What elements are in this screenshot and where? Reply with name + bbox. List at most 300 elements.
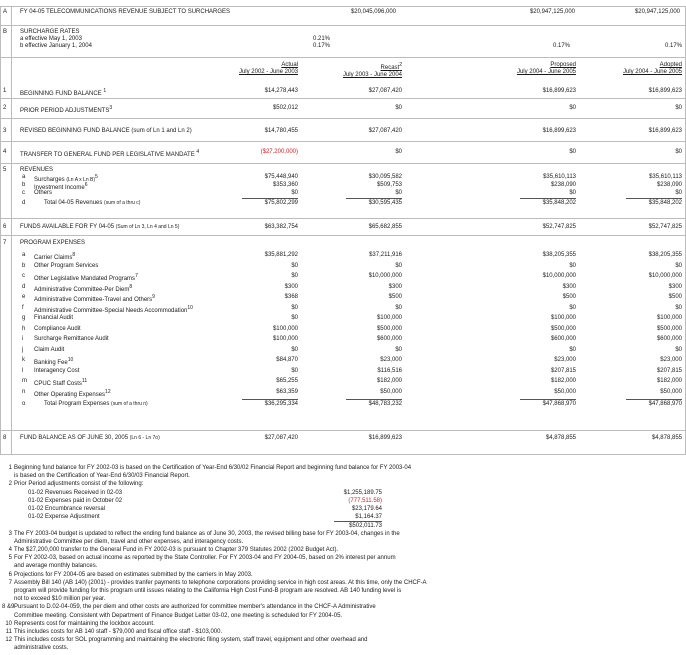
expenses-item <box>0 400 686 409</box>
row-number: 6 <box>3 224 7 230</box>
expenses-item <box>0 293 686 302</box>
value-proposed: $0 <box>569 149 576 155</box>
footnote-text: and average monthly balances. <box>14 563 98 570</box>
footnote-ref: 1 <box>103 88 107 94</box>
value-adopted: $16,899,623 <box>648 88 682 94</box>
footnote-line <box>14 612 674 620</box>
expenses-item <box>0 377 686 386</box>
item-letter: i <box>22 336 24 342</box>
footnote-line <box>8 571 674 579</box>
item-letter: m <box>22 378 27 384</box>
total-rule <box>346 198 402 199</box>
row-number: 4 <box>3 149 7 155</box>
item-label: Surcharges <box>34 177 65 183</box>
row-label: FUND BALANCE AS OF JUNE 30, 2005 <box>20 435 129 441</box>
footnote-text: The $27,200,000 transfer to the General Fund in FY 2002-03 is pursuant to Chapter 379 Statutes 2002 (2002 Budget Act). <box>14 547 339 553</box>
value-proposed: $20,947,125,000 <box>529 9 575 15</box>
footnote-text: 01-02 Encumbrance reversal <box>28 506 106 512</box>
row-label-wrap <box>20 104 112 116</box>
footnote-amount: $502,011.73 <box>334 521 382 530</box>
header-actual <box>212 62 298 76</box>
footnote-text: Projections for FY 2004-05 are based on estimates submitted by the carriers in May 2003. <box>14 571 253 578</box>
item-letter: c <box>22 190 25 196</box>
value-adopted: $100,000 <box>656 315 682 321</box>
row-number: 5 <box>3 167 7 173</box>
footnote-number: 4 <box>8 547 12 553</box>
value-recast: $182,000 <box>376 378 402 384</box>
footnote-ref: 7 <box>135 273 138 279</box>
footnote-ref: 3 <box>109 105 113 111</box>
footnote-text: Beginning fund balance for FY 2002-03 is based on the Certification of Year-End 6/30/02 Financial Report and beginning fund balance for FY 2003-04 <box>14 465 412 471</box>
value-actual: $36,295,334 <box>264 401 298 407</box>
value-actual: $0 <box>291 367 298 374</box>
value-rate: 0.17% <box>552 43 570 49</box>
row-letter: B <box>3 29 8 35</box>
item-label-wrap <box>34 325 81 334</box>
value-actual: $0 <box>291 346 298 353</box>
grid-line <box>0 25 686 26</box>
row-label: FY 04-05 TELECOMMUNICATIONS REVENUE SUBJECT TO SURCHARGES <box>20 9 231 15</box>
footnote-number: 11 <box>5 629 12 635</box>
row-note: (Ln 6 - Ln 7o) <box>129 435 160 441</box>
header-period: July 2004 - June 2005 <box>622 69 682 75</box>
value-actual: $84,870 <box>276 357 298 363</box>
value-proposed: $0 <box>569 105 576 111</box>
row-number: 8 <box>3 435 7 441</box>
footnote-text: Represents cost for maintaining the lockbox account. <box>14 620 155 627</box>
total-rule <box>626 399 682 400</box>
expenses-item <box>0 388 686 397</box>
value-adopted: $0 <box>675 149 682 155</box>
value-actual: $27,087,420 <box>264 435 298 441</box>
grid-line <box>0 218 686 219</box>
header-period: July 2002 - June 2003 <box>238 69 298 75</box>
footnote-text: The FY 2003-04 budget is updated to reflect the ending fund balance as of June 30, 2003, the revised billing base for FY 2003-04, changes in the <box>14 530 400 537</box>
item-label: Other Program Services <box>34 262 99 269</box>
footnote-ref: 10 <box>67 357 74 363</box>
grid-line <box>0 454 686 455</box>
header-adopted <box>596 62 682 76</box>
value-actual: $0 <box>291 190 298 196</box>
row-expenses-header <box>0 239 686 248</box>
grid-line <box>0 57 686 58</box>
item-label: Total Program Expenses <box>44 401 110 407</box>
item-label: Administrative Committee-Travel and Others <box>34 297 153 303</box>
value-adopted: $238,090 <box>656 182 682 188</box>
footnote-ref: 8 <box>129 283 133 290</box>
item-label-wrap <box>34 189 52 198</box>
value-adopted: $50,000 <box>660 388 682 395</box>
expenses-item <box>0 304 686 313</box>
grid-line <box>0 163 686 164</box>
value-proposed: $52,747,825 <box>542 224 576 230</box>
row-transfer-general-fund <box>0 148 686 157</box>
value-actual: ($27,200,000) <box>260 149 298 155</box>
footnote-text: is based on the Certification of Year-End 6/30/03 Financial Report. <box>14 473 190 480</box>
footnote-line <box>14 505 674 513</box>
footnote-ref: 11 <box>81 378 88 384</box>
value-actual: $63,359 <box>276 388 298 395</box>
row-label-wrap <box>20 223 179 232</box>
value-recast: $27,087,420 <box>368 88 402 94</box>
value-proposed: $50,000 <box>554 388 576 395</box>
row-beginning-balance <box>0 87 686 96</box>
item-label-wrap <box>34 388 111 400</box>
value-rate: 0.17% <box>312 43 330 49</box>
total-rule <box>626 198 682 199</box>
value-proposed: $47,868,970 <box>542 401 576 407</box>
row-label: BEGINNING FUND BALANCE <box>20 91 102 97</box>
item-label: Compliance Audit <box>34 325 81 332</box>
value-recast: $600,000 <box>376 336 402 342</box>
row-number: 3 <box>3 128 7 134</box>
expenses-item <box>0 251 686 260</box>
value-adopted: $35,848,202 <box>648 200 682 206</box>
row-ending-balance <box>0 434 686 443</box>
value-recast: $37,211,916 <box>369 252 402 258</box>
item-letter: k <box>22 357 25 363</box>
footnote-text: Administrative Committee per diem, travel and other expenses, and interagency costs. <box>14 538 244 545</box>
value-proposed: $0 <box>569 346 576 353</box>
value-proposed: $16,899,623 <box>542 128 576 134</box>
item-label: Other Operating Expenses <box>34 391 106 398</box>
value-recast: $0 <box>395 105 402 111</box>
footnote-text: not to exceed $10 million per year. <box>14 596 106 603</box>
total-rule <box>242 399 298 400</box>
footnote-text: program will provide funding for this program until issues relating to the California High Cost Fund-B program are resolved. AB 140 funding level is <box>14 588 402 594</box>
value-proposed: $0 <box>569 190 576 196</box>
footnote-line <box>8 464 674 472</box>
footnote-text: Assembly Bill 140 (AB 140) (2001) - provides tranfer payments to telephone corporations providing service in high cost areas. At this time, only the CHCF-A <box>14 579 427 586</box>
value-proposed: $4,878,855 <box>545 435 576 441</box>
value-actual: $14,278,443 <box>264 88 298 94</box>
value-proposed: $16,899,623 <box>542 88 576 94</box>
footnote-ref: 10 <box>187 304 193 311</box>
footnote-text: administrative costs. <box>14 645 69 652</box>
value-actual: $0 <box>291 262 298 269</box>
header-period: July 2003 - June 2004 <box>342 72 402 78</box>
footnote-text: Pursuant to D.02-04-059, the per diem and other costs are authorized for committee member's attendance in the CHCF-A Administrative <box>14 604 376 611</box>
item-label: Other Legislative Mandated Programs <box>34 276 136 282</box>
footnote-ref: 12 <box>105 388 111 395</box>
value-actual: $65,255 <box>276 378 298 384</box>
row-rate-b <box>0 42 686 51</box>
footnote-text: 01-02 Revenues Received in 02-03 <box>28 489 123 496</box>
item-label: Financial Audit <box>34 315 74 321</box>
footnote-text: Prior Period adjustments consist of the following: <box>14 481 144 488</box>
item-note: (sum of a thru n) <box>111 401 148 407</box>
value-adopted: $47,868,970 <box>648 401 682 407</box>
value-recast: $20,045,096,000 <box>350 9 396 15</box>
item-label-wrap <box>34 346 64 355</box>
footnote-amount: $1,255,189.75 <box>343 489 382 496</box>
value-adopted: $0 <box>675 304 682 311</box>
item-letter: d <box>22 283 26 290</box>
footnote-amount: (777,511.58) <box>348 497 382 504</box>
value-proposed: $300 <box>562 283 576 290</box>
footnote-line <box>2 603 674 611</box>
value-adopted: $182,000 <box>656 378 682 384</box>
value-recast: $0 <box>395 149 402 155</box>
grid-line <box>0 6 686 7</box>
expenses-item <box>0 346 686 355</box>
row-label-wrap <box>20 434 160 443</box>
value-proposed: $23,000 <box>554 357 576 363</box>
value-proposed: $600,000 <box>550 336 576 342</box>
header-recast <box>316 62 402 79</box>
item-note: (sum of a thru c) <box>104 200 141 206</box>
row-letter: A <box>3 9 8 15</box>
grid-line <box>0 118 686 119</box>
column-headers <box>0 62 686 88</box>
value-recast: $27,087,420 <box>368 128 402 134</box>
item-label: Carrier Claims <box>34 255 73 261</box>
value-proposed: $238,090 <box>550 182 576 188</box>
row-prior-adjustments <box>0 104 686 113</box>
footnote-line <box>5 628 674 636</box>
expenses-item <box>0 314 686 323</box>
value-adopted: $300 <box>668 283 682 290</box>
footnote-number: 6 <box>8 571 12 578</box>
value-adopted: $500 <box>668 294 682 300</box>
item-letter: c <box>22 273 25 279</box>
footnote-amount: $1,164.37 <box>355 514 382 521</box>
row-note: (Sum of Ln 3, Ln 4 and Ln 5) <box>115 224 180 230</box>
item-label-wrap <box>34 262 98 271</box>
item-label: Interagency Cost <box>34 367 80 374</box>
footnote-ref: 4 <box>196 149 200 155</box>
value-adopted: $600,000 <box>656 336 682 342</box>
grid-line <box>0 235 686 236</box>
total-rule <box>520 399 576 400</box>
footnote-line <box>14 595 674 603</box>
item-letter: b <box>22 182 26 188</box>
footnote-line <box>8 554 674 562</box>
value-recast: $10,000,000 <box>368 273 402 279</box>
item-note: (Ln A x Ln B) <box>66 177 95 183</box>
item-label-wrap <box>34 335 109 344</box>
value-actual: $63,382,754 <box>264 224 298 230</box>
row-label: b effective January 1, 2004 <box>20 43 92 49</box>
value-actual: $35,881,292 <box>264 252 298 258</box>
value-recast: $100,000 <box>376 315 402 321</box>
item-letter: l <box>22 367 24 374</box>
revenues-item <box>0 199 686 208</box>
total-rule <box>346 399 402 400</box>
row-label: PROGRAM EXPENSES <box>20 240 86 246</box>
expenses-item <box>0 356 686 365</box>
value-adopted: $38,205,355 <box>648 252 682 258</box>
item-label: Banking Fee <box>34 360 68 366</box>
value-adopted: $0 <box>675 190 682 196</box>
row-label: FUNDS AVAILABLE FOR FY 04-05 <box>20 224 115 230</box>
value-recast: $116,516 <box>377 367 402 374</box>
footnote-number: 12 <box>5 637 12 644</box>
value-proposed: $10,000,000 <box>542 273 576 279</box>
footnote-line <box>14 489 674 497</box>
expenses-item <box>0 262 686 271</box>
row-number: 2 <box>3 105 7 111</box>
value-actual: $353,360 <box>272 182 298 188</box>
item-label: Total 04-05 Revenues <box>44 200 103 206</box>
value-proposed: $207,815 <box>550 367 576 374</box>
item-letter: d <box>22 200 26 206</box>
footnote-number: 7 <box>8 579 12 586</box>
value-rate: 0.21% <box>312 36 330 42</box>
footnote-text: 01-02 Expenses paid in October 02 <box>28 497 123 504</box>
header-proposed <box>490 62 576 76</box>
value-proposed: $500 <box>562 294 576 300</box>
footnote-ref: 8 <box>72 252 76 258</box>
value-recast: $30,095,582 <box>368 174 402 180</box>
expenses-item <box>0 325 686 334</box>
value-proposed: $0 <box>569 304 576 311</box>
item-letter: e <box>22 294 26 300</box>
footnote-number: 1 <box>8 465 12 471</box>
item-letter: j <box>22 346 24 353</box>
footnote-number: 3 <box>8 530 12 537</box>
item-label: Others <box>34 190 53 196</box>
total-rule <box>520 198 576 199</box>
value-actual: $0 <box>291 315 298 321</box>
row-label: REVISED BEGINNING FUND BALANCE (sum of Ln 1 and Ln 2) <box>20 128 192 134</box>
value-adopted: $10,000,000 <box>648 273 682 279</box>
row-label: a effective May 1, 2003 <box>20 36 82 42</box>
value-rate: 0.17% <box>664 43 682 49</box>
footnote-text: Committee meeting. Consistent with Department of Finance Budget Letter 03-02, one meeting is scheduled for FY 2004-05. <box>14 612 343 619</box>
item-label-wrap <box>44 400 148 409</box>
expenses-item <box>0 335 686 344</box>
value-proposed: $500,000 <box>550 325 576 332</box>
value-adopted: $207,815 <box>656 367 682 374</box>
item-label: CPUC Staff Costs <box>34 381 82 387</box>
row-number: 1 <box>3 88 7 94</box>
header-period: July 2004 - June 2005 <box>516 69 576 75</box>
footnote-ref: 9 <box>152 294 155 300</box>
value-recast: $16,899,623 <box>368 435 402 441</box>
footnote-line <box>14 587 674 595</box>
value-recast: $50,000 <box>380 388 402 395</box>
value-actual: $75,802,299 <box>264 200 298 206</box>
expenses-item <box>0 283 686 292</box>
item-label: Claim Audit <box>34 346 65 353</box>
value-proposed: $100,000 <box>550 315 576 321</box>
expenses-item <box>0 367 686 376</box>
header-title: Actual <box>281 62 298 68</box>
footnote-line <box>8 546 674 554</box>
value-proposed: $38,205,355 <box>542 252 576 258</box>
item-letter: n <box>22 388 26 395</box>
value-recast: $23,000 <box>380 357 402 363</box>
value-actual: $100,000 <box>272 325 298 332</box>
value-adopted: $23,000 <box>660 357 682 363</box>
revenues-item <box>0 189 686 198</box>
grid-line <box>0 430 686 431</box>
value-actual: $14,780,455 <box>264 128 298 134</box>
footnote-number: 2 <box>8 481 12 488</box>
footnote-line <box>5 620 674 628</box>
row-revised-balance <box>0 127 686 136</box>
row-funds-available <box>0 223 686 232</box>
footnote-line <box>14 538 674 546</box>
header-title: Adopted <box>659 62 682 68</box>
row-label: TRANSFER TO GENERAL FUND PER LEGISLATIVE MANDATE <box>20 152 195 158</box>
value-proposed: $0 <box>569 262 576 269</box>
item-label-wrap <box>44 199 140 208</box>
value-adopted: $16,899,623 <box>648 128 682 134</box>
item-label: Surcharge Remittance Audit <box>34 336 109 342</box>
value-actual: $75,448,940 <box>264 174 298 180</box>
footnote-line <box>14 472 674 480</box>
header-title: Recast <box>380 65 400 71</box>
footnote-text: This includes costs for AB 140 staff - $79,000 and fiscal office staff - $103,000. <box>14 629 223 635</box>
row-number: 7 <box>3 240 7 246</box>
value-recast: $509,753 <box>376 182 402 188</box>
total-rule <box>242 198 298 199</box>
value-adopted: $0 <box>675 346 682 353</box>
item-letter: h <box>22 325 26 332</box>
value-recast: $300 <box>388 283 402 290</box>
item-letter: g <box>22 315 26 321</box>
value-recast: $65,682,855 <box>368 224 402 230</box>
value-recast: $500,000 <box>376 325 402 332</box>
item-letter: b <box>22 262 26 269</box>
item-label: Administrative Committee-Special Needs Accommodation <box>34 307 188 314</box>
value-actual: $0 <box>291 304 298 311</box>
footnote-amount: $23,179.64 <box>351 506 382 512</box>
value-actual: $502,012 <box>272 105 298 111</box>
value-adopted: $500,000 <box>656 325 682 332</box>
value-recast: $0 <box>395 304 402 311</box>
item-label-wrap <box>34 314 73 323</box>
footnote-line <box>14 497 674 505</box>
row-label: PRIOR PERIOD ADJUSTMENTS <box>20 108 110 114</box>
grid-line <box>0 98 686 99</box>
value-proposed: $35,610,113 <box>543 174 576 180</box>
row-label: REVENUES <box>20 167 54 173</box>
footnote-line <box>8 579 674 587</box>
row-label: SURCHARGE RATES <box>20 29 80 35</box>
footnote-ref: 2 <box>399 62 402 68</box>
value-actual: $0 <box>291 273 298 279</box>
item-label: Administrative Committee-Per Diem <box>34 286 130 293</box>
value-proposed: $35,848,202 <box>542 200 576 206</box>
footnote-ref: 6 <box>84 182 88 188</box>
value-recast: $500 <box>388 294 402 300</box>
footnote-text: For FY 2002-03, based on actual income as reported by the State Controller. For FY 2003-04 and FY 2004-05, based on 2% interest per annum <box>14 555 396 562</box>
footnote-number: 5 <box>8 555 12 562</box>
footnote-line <box>5 636 674 644</box>
footnote-text: This includes costs for SOL programming and maintaining the electronic filing system, staff travel, equipment and other overhead and <box>14 637 368 644</box>
expenses-item <box>0 272 686 281</box>
grid-line <box>0 141 686 142</box>
item-label-wrap <box>34 367 79 376</box>
footnote-number: 8 &9 <box>2 604 15 611</box>
value-actual: $368 <box>284 294 298 300</box>
value-adopted: $35,610,113 <box>649 174 682 180</box>
row-label-wrap <box>20 148 199 160</box>
footnote-ref: 5 <box>95 174 98 180</box>
footnote-line <box>14 562 674 570</box>
item-letter: a <box>22 252 26 258</box>
value-recast: $0 <box>395 262 402 269</box>
value-actual: $100,000 <box>272 336 298 342</box>
item-letter: a <box>22 174 26 180</box>
value-recast: $0 <box>395 190 402 196</box>
footnote-line <box>8 530 674 538</box>
item-label: Investment Income <box>34 185 85 191</box>
footnote-number: 10 <box>5 620 12 627</box>
